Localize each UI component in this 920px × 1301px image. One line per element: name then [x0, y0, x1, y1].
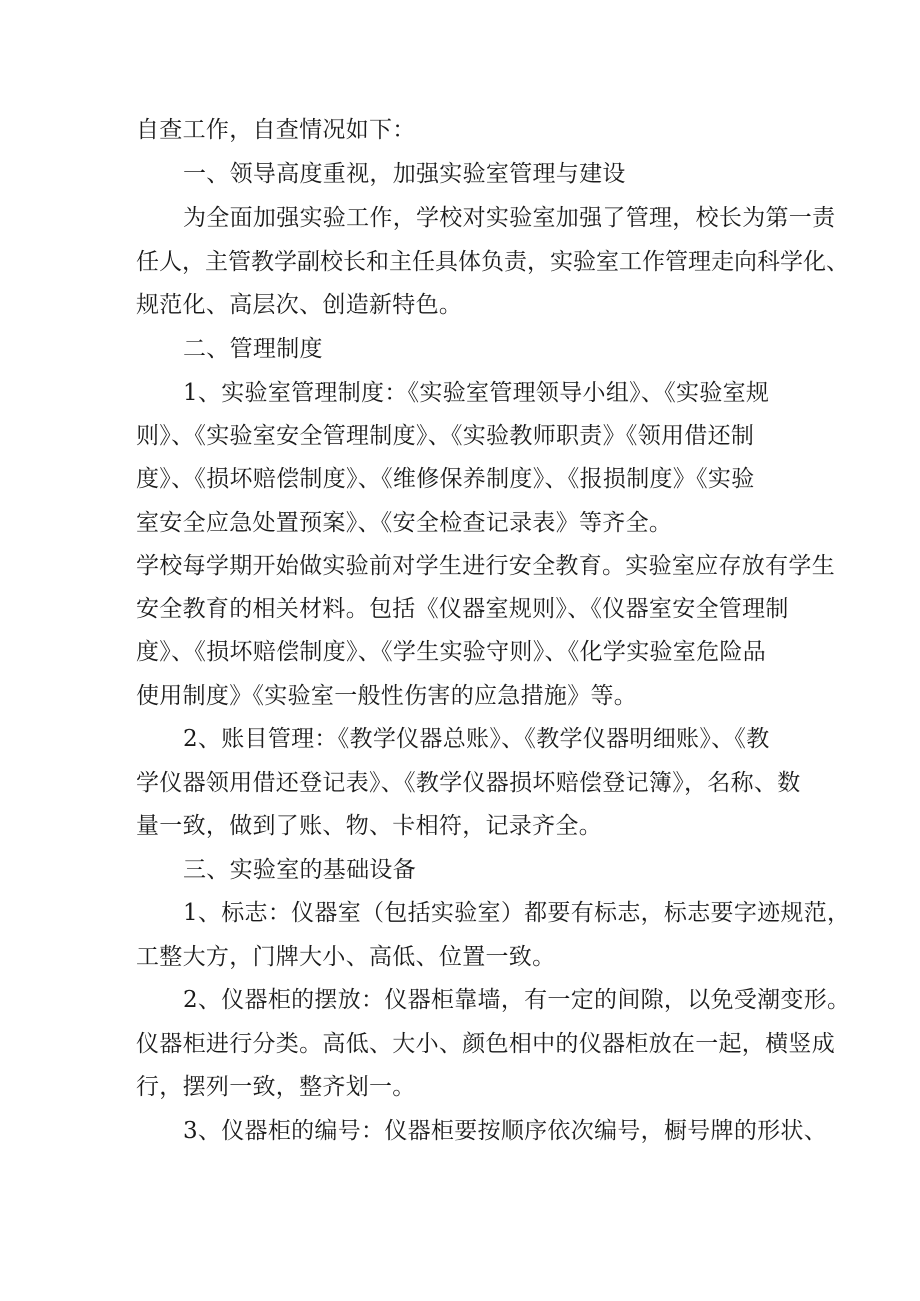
- paragraph-line: 度》、《损坏赔偿制度》、《维修保养制度》、《报损制度》《实验: [136, 466, 755, 492]
- paragraph-line: 度》、《损坏赔偿制度》、《学生实验守则》、《化学实验室危险品: [136, 639, 766, 665]
- paragraph-line: 学仪器领用借还登记表》、《教学仪器损坏赔偿登记簿》，名称、数: [136, 770, 801, 796]
- paragraph-line: 则》、《实验室安全管理制度》、《实验教师职责》《领用借还制: [136, 423, 755, 449]
- paragraph-line: 使用制度》《实验室一般性伤害的应急措施》等。: [136, 683, 638, 709]
- paragraph-continuation: 自查工作，自查情况如下：: [136, 117, 416, 143]
- paragraph-line: 为全面加强实验工作，学校对实验室加强了管理，校长为第一责: [183, 205, 836, 231]
- paragraph-line: 量一致，做到了账、物、卡相符，记录齐全。: [136, 813, 602, 839]
- section-heading-2: 二、管理制度: [183, 336, 323, 362]
- paragraph-line: 学校每学期开始做实验前对学生进行安全教育。实验室应存放有学生: [136, 553, 835, 579]
- paragraph-line: 1、标志：仪器室（包括实验室）都要有标志，标志要字迹规范，: [183, 900, 851, 926]
- paragraph-line: 工整大方，门牌大小、高低、位置一致。: [136, 944, 556, 970]
- paragraph-line: 1、实验室管理制度：《实验室管理领导小组》、《实验室规: [183, 380, 770, 406]
- section-heading-1: 一、领导高度重视，加强实验室管理与建设: [183, 161, 626, 187]
- paragraph-line: 3、仪器柜的编号：仪器柜要按顺序依次编号，橱号牌的形状、: [183, 1118, 828, 1144]
- paragraph-line: 规范化、高层次、创造新特色。: [136, 292, 463, 318]
- section-heading-3: 三、实验室的基础设备: [183, 857, 416, 883]
- paragraph-line: 2、账目管理：《教学仪器总账》、《教学仪器明细账》、《教: [183, 726, 770, 752]
- paragraph-line: 行，摆列一致，整齐划一。: [136, 1074, 416, 1100]
- paragraph-line: 室安全应急处置预案》、《安全检查记录表》等齐全。: [136, 510, 673, 536]
- paragraph-line: 仪器柜进行分类。高低、大小、颜色相中的仪器柜放在一起，横竖成: [136, 1031, 835, 1057]
- paragraph-line: 安全教育的相关材料。包括《仪器室规则》、《仪器室安全管理制: [136, 596, 789, 622]
- paragraph-line: 2、仪器柜的摆放：仪器柜靠墙，有一定的间隙，以免受潮变形。: [183, 987, 851, 1013]
- paragraph-line: 任人，主管教学副校长和主任具体负责，实验室工作管理走向科学化、: [136, 249, 849, 275]
